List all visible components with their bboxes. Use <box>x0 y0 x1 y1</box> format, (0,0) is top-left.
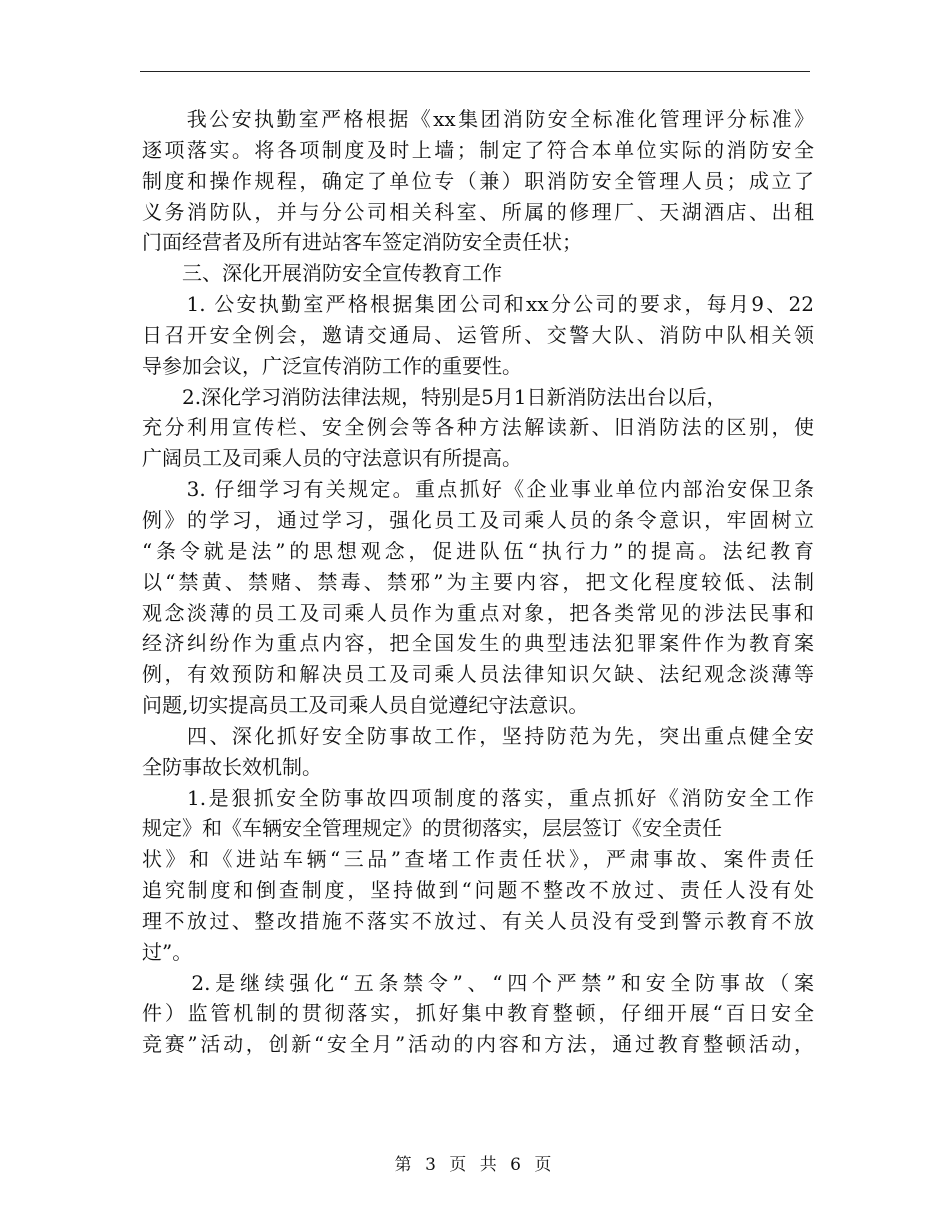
text-line: 规定》和《车辆安全管理规定》的贯彻落实，层层签订《安全责任 <box>142 816 722 841</box>
text-line: 例》的学习，通过学习，强化员工及司乘人员的条令意识，牢固树立 <box>142 507 814 532</box>
text-line: 充分利用宣传栏、安全例会等各种方法解读新、旧消防法的区别，使 <box>142 415 814 440</box>
text-line: 全防事故长效机制。 <box>142 754 322 779</box>
text-line: 2.是继续强化“五条禁令”、“四个严禁”和安全防事故（案 <box>142 970 814 995</box>
text-line: 1.是狠抓安全防事故四项制度的落实，重点抓好《消防安全工作 <box>142 785 814 810</box>
text-line: 1. 公安执勤室严格根据集团公司和xx分公司的要求，每月9、22 <box>142 292 814 317</box>
text-line: 2.深化学习消防法律法规，特别是5月1日新消防法出台以后， <box>142 384 727 409</box>
text-line: 导参加会议，广泛宣传消防工作的重要性。 <box>142 353 522 378</box>
text-line: 竞赛”活动，创新“安全月”活动的内容和方法，通过教育整顿活动， <box>142 1032 814 1057</box>
text-line: 问题,切实提高员工及司乘人员自觉遵纪守法意识。 <box>142 693 589 718</box>
text-line: 制度和操作规程，确定了单位专（兼）职消防安全管理人员；成立了 <box>142 168 814 193</box>
text-line: 逐项落实。将各项制度及时上墙；制定了符合本单位实际的消防安全 <box>142 137 814 162</box>
text-line: 以“禁黄、禁赌、禁毒、禁邪”为主要内容，把文化程度较低、法制 <box>142 569 814 594</box>
text-line: 我公安执勤室严格根据《xx集团消防安全标准化管理评分标准》 <box>142 107 814 131</box>
text-line: 状》和《进站车辆“三品”查堵工作责任状》，严肃事故、案件责任 <box>142 847 814 872</box>
text-line: 日召开安全例会，邀请交通局、运管所、交警大队、消防中队相关领 <box>142 322 814 347</box>
text-line: 3. 仔细学习有关规定。重点抓好《企业事业单位内部治安保卫条 <box>142 477 814 502</box>
text-line: “条令就是法”的思想观念，促进队伍“执行力”的提高。法纪教育 <box>142 538 814 563</box>
text-line: 四、深化抓好安全防事故工作，坚持防范为先，突出重点健全安 <box>142 723 814 748</box>
document-body <box>142 104 814 1060</box>
text-line: 经济纠纷作为重点内容，把全国发生的典型违法犯罪案件作为教育案 <box>142 631 814 656</box>
text-line: 义务消防队，并与分公司相关科室、所属的修理厂、天湖酒店、出租 <box>142 199 814 224</box>
text-line: 三、深化开展消防安全宣传教育工作 <box>142 261 502 286</box>
header-rule <box>140 71 810 72</box>
text-line: 理不放过、整改措施不落实不放过、有关人员没有受到警示教育不放 <box>142 908 814 933</box>
text-line: 追究制度和倒查制度，坚持做到“问题不整改不放过、责任人没有处 <box>142 878 814 903</box>
text-line: 门面经营者及所有进站客车签定消防安全责任状； <box>142 230 582 255</box>
text-line: 例，有效预防和解决员工及司乘人员法律知识欠缺、法纪观念淡薄等 <box>142 662 814 687</box>
text-line: 观念淡薄的员工及司乘人员作为重点对象，把各类常见的涉法民事和 <box>142 600 814 625</box>
page-footer: 第 3 页 共 6 页 <box>394 1155 556 1175</box>
text-line: 件）监管机制的贯彻落实，抓好集中教育整顿，仔细开展“百日安全 <box>142 1001 814 1026</box>
text-line: 广阔员工及司乘人员的守法意识有所提高。 <box>142 446 522 471</box>
text-line: 过”。 <box>142 939 193 964</box>
